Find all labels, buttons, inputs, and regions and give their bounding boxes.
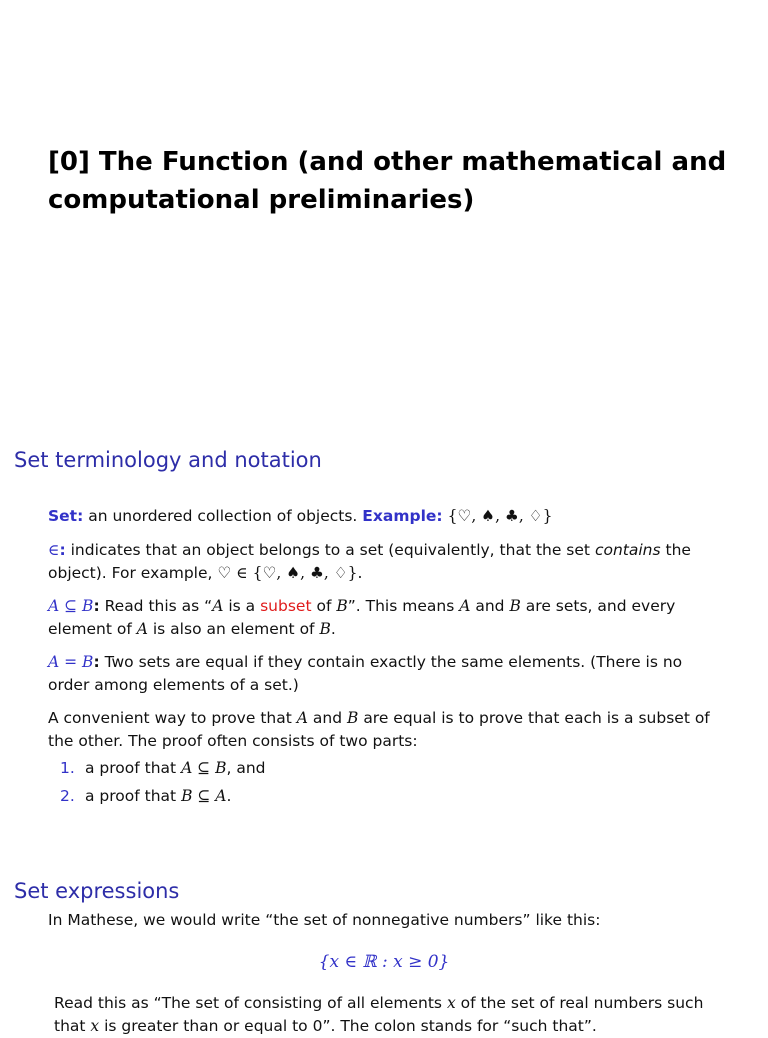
subset-text-d: ”. This means	[347, 597, 455, 615]
set-definition	[48, 505, 724, 528]
list-text-a: a proof that	[85, 759, 177, 777]
list-item	[60, 757, 266, 780]
proof-method-paragraph	[48, 707, 724, 753]
subset-text-h: .	[330, 620, 336, 638]
subset-text-a: Read this as “	[104, 597, 213, 615]
list-text-b: , and	[226, 759, 266, 777]
reading-var-x: x	[446, 994, 456, 1012]
section-heading-set-terminology: Set terminology and notation	[14, 448, 322, 472]
list-item	[60, 785, 231, 808]
list-expression: A ⊆ B	[181, 759, 227, 777]
page-title: [0] The Function (and other mathematical and computational preliminaries)	[48, 147, 727, 215]
proof-text-b: and	[312, 709, 343, 727]
subset-text-c: of	[316, 597, 332, 615]
equality-text: Two sets are equal if they contain exactly the same elements. (There is no order among elements of a set.)	[48, 653, 683, 694]
set-definition-text: an unordered collection of objects.	[88, 507, 358, 525]
subset-colon: :	[93, 597, 100, 615]
list-number: 2.	[60, 787, 75, 805]
reading-text-b: of the set of real numbers such that	[54, 994, 704, 1035]
element-of-text-a: indicates that an object belongs to a set (equivalently, that the set	[70, 541, 590, 559]
proof-var-b: B	[346, 709, 359, 727]
subset-var-a: A	[212, 597, 224, 615]
set-expression-reading	[54, 992, 724, 1038]
reading-text-a: Read this as “The set of consisting of all elements	[54, 994, 443, 1012]
list-text-a: a proof that	[85, 787, 177, 805]
equality-colon: :	[93, 653, 100, 671]
subset-var-b3: B	[319, 620, 331, 638]
set-expressions-intro: In Mathese, we would write “the set of nonnegative numbers” like this:	[48, 911, 601, 929]
subset-expression: A ⊆ B	[48, 597, 94, 615]
subset-var-b: B	[336, 597, 348, 615]
set-builder-text: {x ∈ ℝ : x ≥ 0}	[318, 952, 450, 972]
subset-var-b2: B	[509, 597, 521, 615]
example-label: Example:	[362, 507, 443, 525]
element-of-colon: :	[59, 541, 66, 559]
element-of-text-b: the object). For example,	[48, 541, 691, 582]
section-heading-set-expressions: Set expressions	[14, 879, 180, 903]
set-builder-expression	[0, 950, 768, 974]
list-expression: B ⊆ A	[181, 787, 227, 805]
subset-definition	[48, 595, 724, 641]
element-of-example: ♡ ∈ {♡, ♠, ♣, ♢}.	[217, 564, 363, 582]
reading-var-x2: x	[90, 1017, 100, 1035]
proof-text-a: A convenient way to prove that	[48, 709, 292, 727]
subset-text-e: and	[475, 597, 505, 615]
equality-expression: A = B	[48, 653, 94, 671]
subset-text-f: are sets, and every element of	[48, 597, 676, 638]
list-text-b: .	[226, 787, 232, 805]
element-of-definition	[48, 539, 724, 585]
example-set: {♡, ♠, ♣, ♢}	[447, 507, 553, 525]
subset-var-a2: A	[459, 597, 471, 615]
proof-text-c: are equal is to prove that each is a subset of the other. The proof often consists of two parts:	[48, 709, 710, 750]
equality-definition	[48, 651, 724, 697]
element-of-contains: contains	[594, 541, 661, 559]
proof-var-a: A	[296, 709, 308, 727]
element-of-symbol: ∈	[48, 541, 60, 559]
reading-text-c: is greater than or equal to 0”. The colon stands for “such that”.	[104, 1017, 597, 1035]
subset-text-g: is also an element of	[152, 620, 315, 638]
set-term: Set:	[48, 507, 84, 525]
subset-var-a3: A	[136, 620, 148, 638]
list-number: 1.	[60, 759, 75, 777]
subset-text-b: is a	[228, 597, 256, 615]
subset-word: subset	[260, 597, 312, 615]
